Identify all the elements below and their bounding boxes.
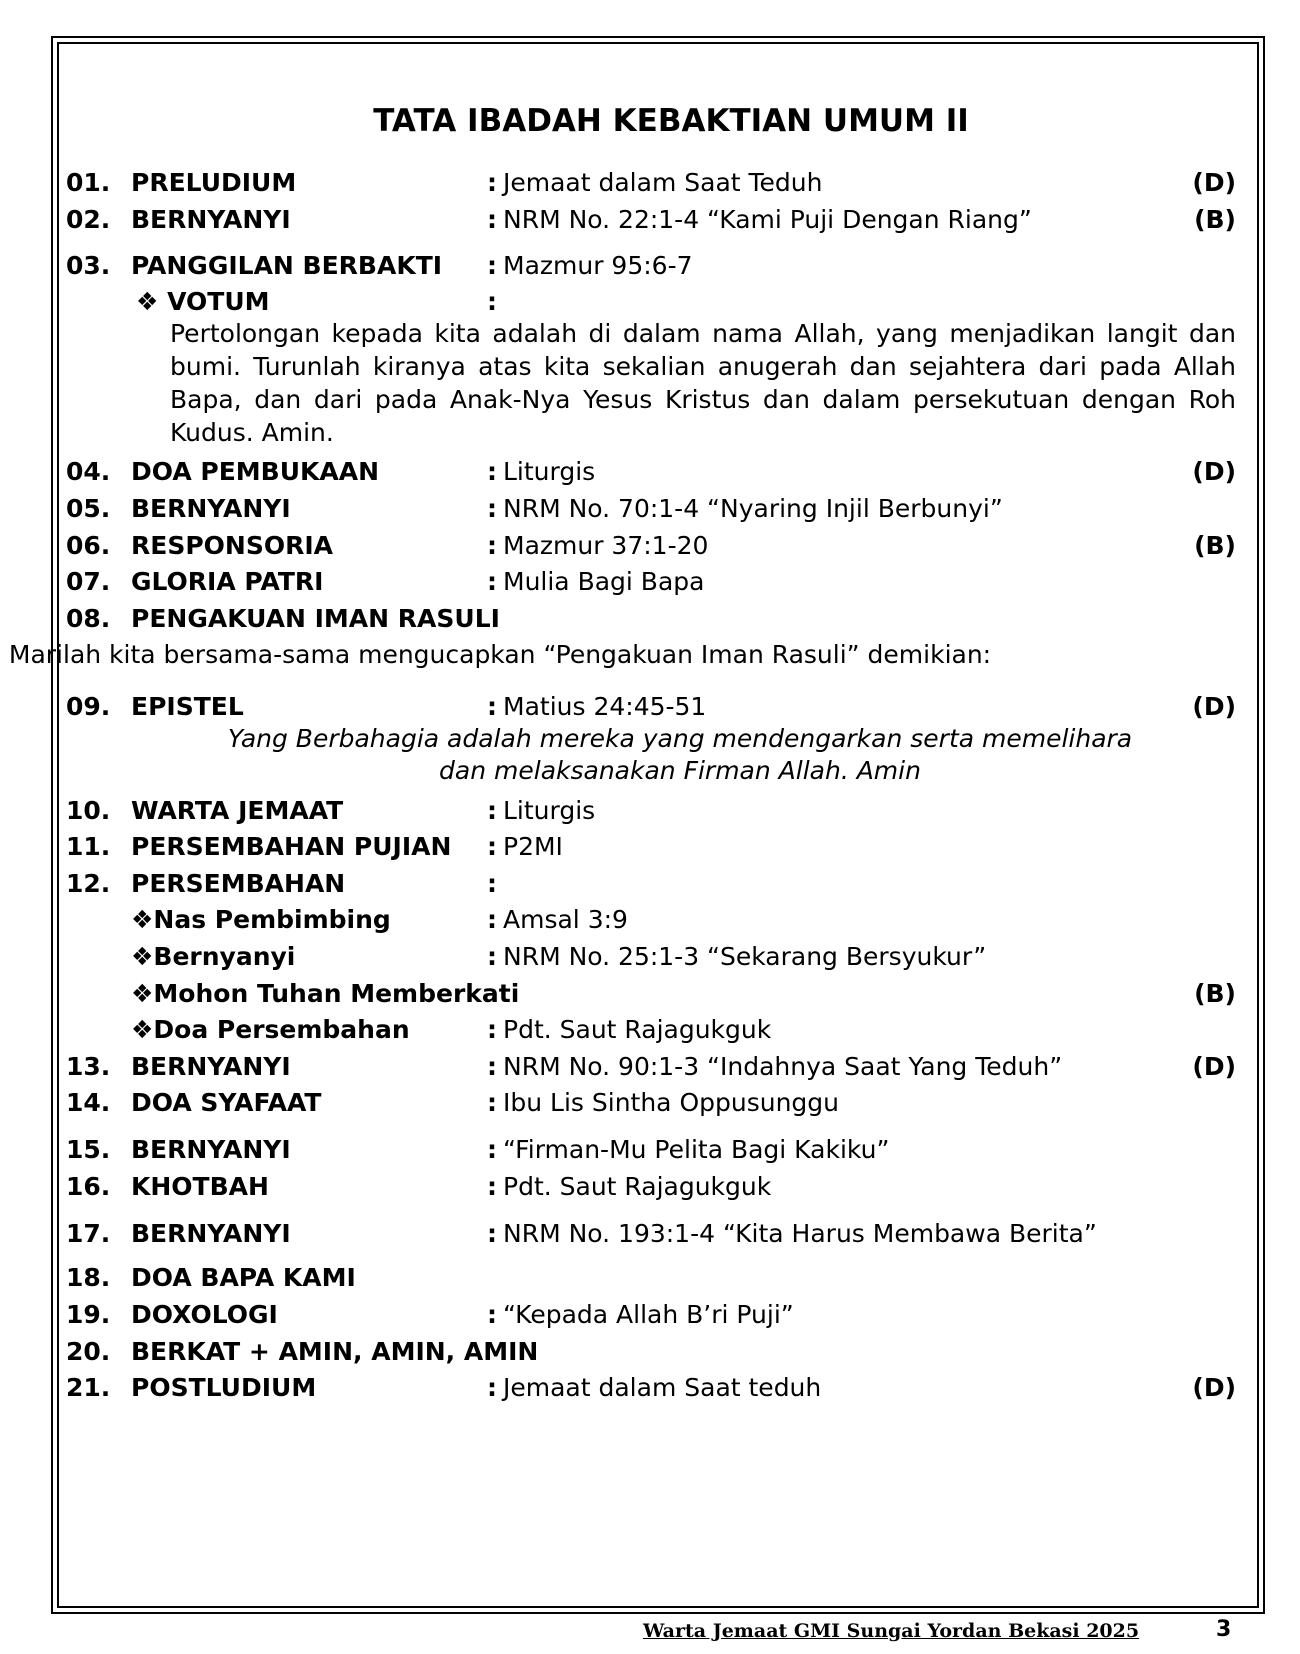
item-label: PERSEMBAHAN PUJIAN xyxy=(131,832,452,861)
pengakuan-instruction: Marilah kita bersama-sama mengucapkan “Pengakuan Iman Rasuli” demikian: xyxy=(8,640,992,669)
item-value: Pdt. Saut Rajagukguk xyxy=(503,1015,772,1044)
item-number: 13. xyxy=(66,1052,111,1081)
liturgy-item xyxy=(66,979,1236,1013)
liturgy-item xyxy=(66,168,1236,202)
liturgy-item xyxy=(66,251,1236,285)
item-colon: : xyxy=(487,869,497,898)
item-value: Liturgis xyxy=(503,796,596,825)
item-label: GLORIA PATRI xyxy=(131,567,324,596)
item-number: 10. xyxy=(66,796,111,825)
item-value: NRM No. 193:1-4 “Kita Harus Membawa Berita” xyxy=(503,1219,1097,1248)
liturgy-item xyxy=(66,1135,1236,1169)
item-value: NRM No. 90:1-3 “Indahnya Saat Yang Teduh” xyxy=(503,1052,1063,1081)
liturgy-item xyxy=(66,869,1236,903)
item-value: Amsal 3:9 xyxy=(503,905,628,934)
item-value: NRM No. 70:1-4 “Nyaring Injil Berbunyi” xyxy=(503,494,1003,523)
item-number: 06. xyxy=(66,531,111,560)
item-number: 19. xyxy=(66,1300,111,1329)
item-number: 08. xyxy=(66,604,111,633)
item-colon: : xyxy=(487,168,497,197)
liturgy-item xyxy=(66,1015,1236,1049)
item-colon: : xyxy=(487,1219,497,1248)
item-code: (D) xyxy=(1192,168,1236,197)
item-code: (D) xyxy=(1192,1373,1236,1402)
item-value: Matius 24:45-51 xyxy=(503,692,707,721)
item-label: EPISTEL xyxy=(131,692,244,721)
epistel-response-line2: dan melaksanakan Firman Allah. Amin xyxy=(439,756,921,785)
epistel-response-line1: Yang Berbahagia adalah mereka yang mendengarkan serta memelihara xyxy=(227,724,1133,753)
liturgy-item xyxy=(66,531,1236,565)
liturgy-item xyxy=(66,1373,1236,1407)
item-label: BERNYANYI xyxy=(131,205,291,234)
item-colon: : xyxy=(487,1300,497,1329)
liturgy-item xyxy=(66,1300,1236,1334)
item-colon: : xyxy=(487,796,497,825)
item-code: (D) xyxy=(1192,1052,1236,1081)
item-label: BERNYANYI xyxy=(131,494,291,523)
item-label: POSTLUDIUM xyxy=(131,1373,317,1402)
item-code: (D) xyxy=(1192,457,1236,486)
item-label: RESPONSORIA xyxy=(131,531,333,560)
item-number: 03. xyxy=(66,251,111,280)
item-value: Mazmur 95:6-7 xyxy=(503,251,693,280)
item-colon: : xyxy=(487,1015,497,1044)
item-code: (B) xyxy=(1194,205,1236,234)
item-label: DOA BAPA KAMI xyxy=(131,1263,356,1292)
item-value: NRM No. 22:1-4 “Kami Puji Dengan Riang” xyxy=(503,205,1032,234)
liturgy-item xyxy=(66,1219,1236,1253)
item-colon: : xyxy=(487,1052,497,1081)
item-colon: : xyxy=(487,251,497,280)
item-label: BERKAT + AMIN, AMIN, AMIN xyxy=(131,1337,539,1366)
item-colon: : xyxy=(487,457,497,486)
liturgy-item xyxy=(66,457,1236,491)
item-colon: : xyxy=(487,692,497,721)
item-value: Liturgis xyxy=(503,457,596,486)
item-label: KHOTBAH xyxy=(131,1172,269,1201)
item-colon: : xyxy=(487,1088,497,1117)
page-title: TATA IBADAH KEBAKTIAN UMUM II xyxy=(373,103,969,139)
item-value: Jemaat dalam Saat teduh xyxy=(503,1373,822,1402)
item-number: 07. xyxy=(66,567,111,596)
item-value: “Firman-Mu Pelita Bagi Kakiku” xyxy=(503,1135,890,1164)
liturgy-item xyxy=(66,1052,1236,1086)
item-colon: : xyxy=(487,905,497,934)
liturgy-item xyxy=(66,604,1236,638)
page-number: 3 xyxy=(1216,1617,1232,1642)
item-code: (B) xyxy=(1194,979,1236,1008)
item-label: PRELUDIUM xyxy=(131,168,297,197)
footer-text: Warta Jemaat GMI Sungai Yordan Bekasi 2025 xyxy=(643,1620,1140,1642)
liturgy-item xyxy=(66,567,1236,601)
item-value: P2MI xyxy=(503,832,563,861)
liturgy-item xyxy=(66,1172,1236,1206)
liturgy-item xyxy=(66,205,1236,239)
item-colon: : xyxy=(487,1172,497,1201)
item-number: 01. xyxy=(66,168,111,197)
item-label: ❖Mohon Tuhan Memberkati xyxy=(131,979,520,1008)
item-label: PERSEMBAHAN xyxy=(131,869,346,898)
item-label: DOA PEMBUKAAN xyxy=(131,457,380,486)
liturgy-item xyxy=(66,1088,1236,1122)
item-colon: : xyxy=(487,942,497,971)
item-label: DOXOLOGI xyxy=(131,1300,278,1329)
item-label: PENGAKUAN IMAN RASULI xyxy=(131,604,500,633)
item-number: 05. xyxy=(66,494,111,523)
item-label: BERNYANYI xyxy=(131,1052,291,1081)
liturgy-item xyxy=(66,796,1236,830)
item-value: Jemaat dalam Saat Teduh xyxy=(503,168,823,197)
item-label: ❖Bernyanyi xyxy=(131,942,296,971)
item-number: 14. xyxy=(66,1088,111,1117)
item-colon: : xyxy=(487,531,497,560)
liturgy-item xyxy=(66,287,1236,321)
item-value: NRM No. 25:1-3 “Sekarang Bersyukur” xyxy=(503,942,987,971)
liturgy-item xyxy=(66,905,1236,939)
item-label: BERNYANYI xyxy=(131,1219,291,1248)
item-number: 18. xyxy=(66,1263,111,1292)
item-label: ❖Nas Pembimbing xyxy=(131,905,391,934)
item-value: Ibu Lis Sintha Oppusunggu xyxy=(503,1088,840,1117)
item-label: ❖ VOTUM xyxy=(136,287,270,316)
item-number: 20. xyxy=(66,1337,111,1366)
item-colon: : xyxy=(487,494,497,523)
item-value: Pdt. Saut Rajagukguk xyxy=(503,1172,772,1201)
item-label: ❖Doa Persembahan xyxy=(131,1015,410,1044)
item-code: (D) xyxy=(1192,692,1236,721)
item-label: WARTA JEMAAT xyxy=(131,796,344,825)
item-number: 09. xyxy=(66,692,111,721)
liturgy-item xyxy=(66,1337,1236,1371)
item-number: 21. xyxy=(66,1373,111,1402)
liturgy-item xyxy=(66,832,1236,866)
item-number: 12. xyxy=(66,869,111,898)
votum-text: Pertolongan kepada kita adalah di dalam nama Allah, yang menjadikan langit dan bumi. Turunlah kiranya atas kita sekalian anugerah dan sejahtera dari pada Allah Bapa, dan dari pada Anak-Nya Yesus Kristus dan dalam persekutuan dengan Roh Kudus. Amin. xyxy=(170,319,1236,447)
item-colon: : xyxy=(487,832,497,861)
item-label: DOA SYAFAAT xyxy=(131,1088,322,1117)
item-number: 02. xyxy=(66,205,111,234)
item-value: “Kepada Allah B’ri Puji” xyxy=(503,1300,794,1329)
item-number: 16. xyxy=(66,1172,111,1201)
item-value: Mazmur 37:1-20 xyxy=(503,531,709,560)
item-value: Mulia Bagi Bapa xyxy=(503,567,705,596)
item-label: PANGGILAN BERBAKTI xyxy=(131,251,443,280)
item-number: 17. xyxy=(66,1219,111,1248)
item-colon: : xyxy=(487,1373,497,1402)
liturgy-item xyxy=(66,494,1236,528)
liturgy-item xyxy=(66,692,1236,726)
liturgy-item xyxy=(66,1263,1236,1297)
item-label: BERNYANYI xyxy=(131,1135,291,1164)
item-colon: : xyxy=(487,567,497,596)
item-colon: : xyxy=(487,205,497,234)
item-number: 15. xyxy=(66,1135,111,1164)
liturgy-item xyxy=(66,942,1236,976)
item-number: 04. xyxy=(66,457,111,486)
item-colon: : xyxy=(487,1135,497,1164)
item-colon: : xyxy=(487,287,497,316)
item-code: (B) xyxy=(1194,531,1236,560)
item-number: 11. xyxy=(66,832,111,861)
